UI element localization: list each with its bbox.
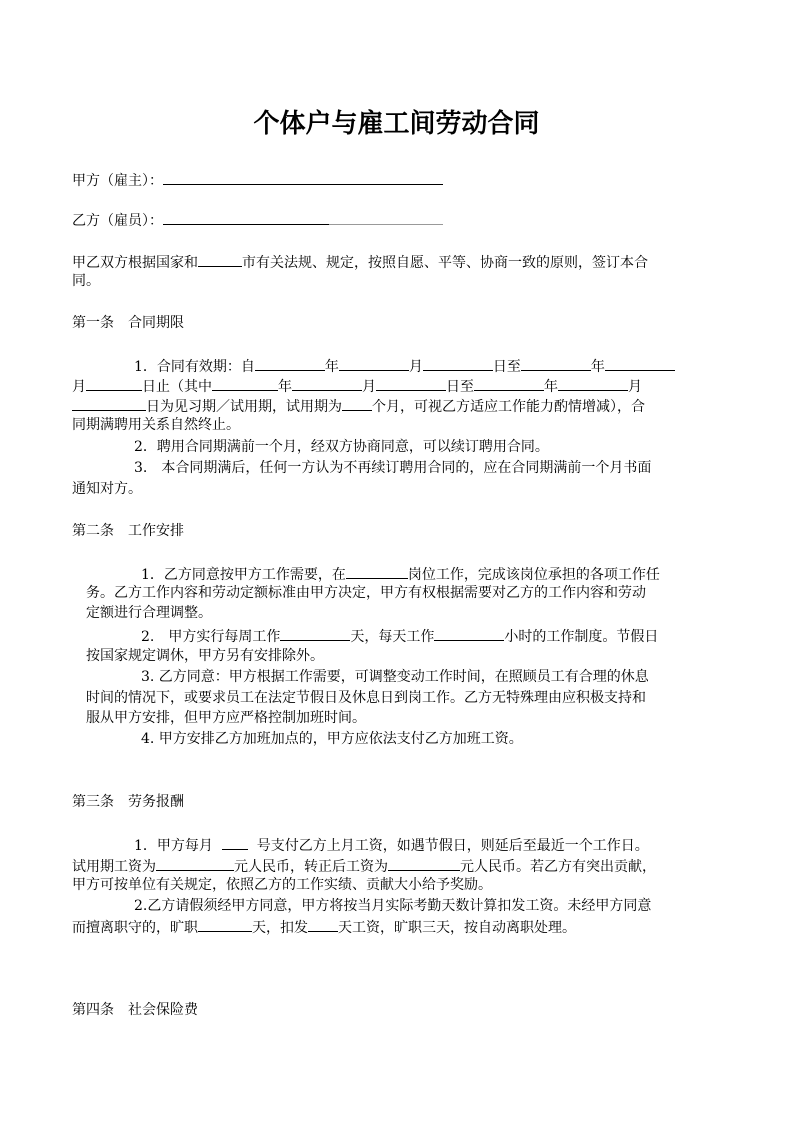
art3-p1-line-3: 甲方可按单位有关规定，依照乙方的工作实绩、贡献大小给予奖励。	[72, 877, 492, 893]
city-blank[interactable]	[198, 252, 242, 267]
document-title: 个体户与雇工间劳动合同	[253, 109, 540, 139]
text: 1．合同有效期：自	[134, 359, 255, 375]
text: 月	[408, 359, 423, 375]
text: 年	[544, 379, 558, 395]
text: 试用期工资为	[72, 859, 156, 875]
date-blank[interactable]	[376, 376, 446, 391]
art1-p3-line-1: 3. 本合同期满后，任何一方认为不再续订聘用合同的，应在合同期满前一个月书面	[134, 460, 652, 476]
art3-p2-line-2	[72, 917, 576, 937]
date-blank[interactable]	[605, 356, 675, 371]
date-blank[interactable]	[558, 376, 628, 391]
probation-wage-blank[interactable]	[156, 856, 234, 871]
text: 小时的工作制度。节假日	[504, 629, 659, 645]
party-a-blank[interactable]	[163, 170, 443, 185]
text: 月	[628, 379, 642, 395]
art2-p1-line-2: 务。乙方工作内容和劳动定额标准由甲方决定，甲方有权根据需要对乙方的工作内容和劳动	[86, 585, 646, 601]
art1-p1-line-2	[72, 376, 642, 396]
probation-months-blank[interactable]	[342, 396, 372, 411]
text: 日至	[492, 359, 521, 375]
text: 日至	[446, 379, 474, 395]
article-3-heading: 第三条 劳务报酬	[72, 794, 184, 810]
text: 岗位工作，完成该岗位承担的各项工作任	[407, 567, 660, 583]
intro-text: 市有关法规、规定，按照自愿、平等、协商一致的原则，签订本合	[242, 255, 648, 271]
text: 天，每天工作	[350, 629, 435, 645]
date-blank[interactable]	[292, 376, 362, 391]
deducted-days-blank[interactable]	[308, 917, 338, 932]
art1-p1-line-3	[72, 396, 645, 416]
article-1-heading: 第一条 合同期限	[72, 315, 184, 331]
art1-p3-line-2: 通知对方。	[72, 481, 142, 497]
text: 年	[278, 379, 292, 395]
date-blank[interactable]	[72, 396, 146, 411]
art3-p1-line-2	[72, 856, 656, 876]
art2-p2-line-1	[141, 626, 658, 646]
text: 年	[324, 359, 339, 375]
text: 日止（其中	[142, 379, 212, 395]
party-b-label: 乙方（雇员）：	[72, 213, 163, 229]
article-4-heading: 第四条 社会保险费	[72, 1002, 198, 1018]
art3-p1-line-1	[134, 835, 649, 855]
text: 2. 甲方实行每周工作	[141, 629, 281, 645]
art1-p1-line-4: 同期满聘用关系自然终止。	[72, 417, 240, 433]
party-b-blank-tail	[329, 210, 443, 225]
intro-line-2: 同。	[72, 273, 100, 289]
party-b-blank[interactable]	[163, 210, 329, 225]
party-a-line	[72, 170, 443, 190]
text: 元人民币，转正后工资为	[234, 859, 388, 875]
date-blank[interactable]	[86, 376, 142, 391]
art1-p2: 2．聘用合同期满前一个月，经双方协商同意，可以续订聘用合同。	[134, 439, 549, 455]
art3-p2-line-1: 2.乙方请假须经甲方同意，甲方将按当月实际考勤天数计算扣发工资。未经甲方同意	[134, 898, 652, 914]
absence-days-blank[interactable]	[198, 917, 252, 932]
pay-day-blank[interactable]	[222, 835, 248, 850]
days-per-week-blank[interactable]	[280, 626, 350, 641]
date-blank[interactable]	[474, 376, 544, 391]
art2-p4: 4. 甲方安排乙方加班加点的，甲方应依法支付乙方加班工资。	[141, 731, 523, 747]
art2-p1-line-3: 定额进行合理调整。	[86, 605, 212, 621]
regular-wage-blank[interactable]	[388, 856, 460, 871]
hours-per-day-blank[interactable]	[434, 626, 504, 641]
date-blank[interactable]	[521, 356, 591, 371]
party-a-label: 甲方（雇主）：	[72, 173, 163, 189]
art2-p3-line-3: 服从甲方安排，但甲方应严格控制加班时间。	[86, 710, 366, 726]
art2-p2-line-2: 按国家规定调休，甲方另有安排除外。	[86, 648, 324, 664]
art1-p1-line-1	[134, 356, 675, 376]
text: 个月，可视乙方适应工作能力酌情增减），合	[372, 399, 645, 415]
date-blank[interactable]	[339, 356, 409, 371]
art2-p1-line-1	[141, 564, 660, 584]
art2-p3-line-1: 3. 乙方同意：甲方根据工作需要，可调整变动工作时间，在照顾员工有合理的休息	[141, 669, 649, 685]
text: 月	[72, 379, 86, 395]
text: 天，扣发	[252, 920, 308, 936]
text: 天工资，旷职三天，按自动离职处理。	[338, 920, 576, 936]
party-b-line	[72, 210, 443, 230]
text: 而擅离职守的，旷职	[72, 920, 198, 936]
position-blank[interactable]	[346, 564, 408, 579]
text: 日为见习期／试用期，试用期为	[146, 399, 342, 415]
text: 1．甲方每月	[134, 838, 213, 854]
date-blank[interactable]	[423, 356, 493, 371]
text: 号支付乙方上月工资，如遇节假日，则延后至最近一个工作日。	[256, 838, 649, 854]
intro-text: 甲乙双方根据国家和	[72, 255, 198, 271]
article-2-heading: 第二条 工作安排	[72, 523, 184, 539]
text: 年	[590, 359, 605, 375]
date-blank[interactable]	[212, 376, 278, 391]
text: 1．乙方同意按甲方工作需要，在	[141, 567, 346, 583]
date-blank[interactable]	[255, 356, 325, 371]
text: 月	[362, 379, 376, 395]
text: 元人民币。若乙方有突出贡献，	[460, 859, 656, 875]
art2-p3-line-2: 时间的情况下，或要求员工在法定节假日及休息日到岗工作。乙方无特殊理由应积极支持和	[86, 690, 646, 706]
intro-line-1	[72, 252, 648, 272]
